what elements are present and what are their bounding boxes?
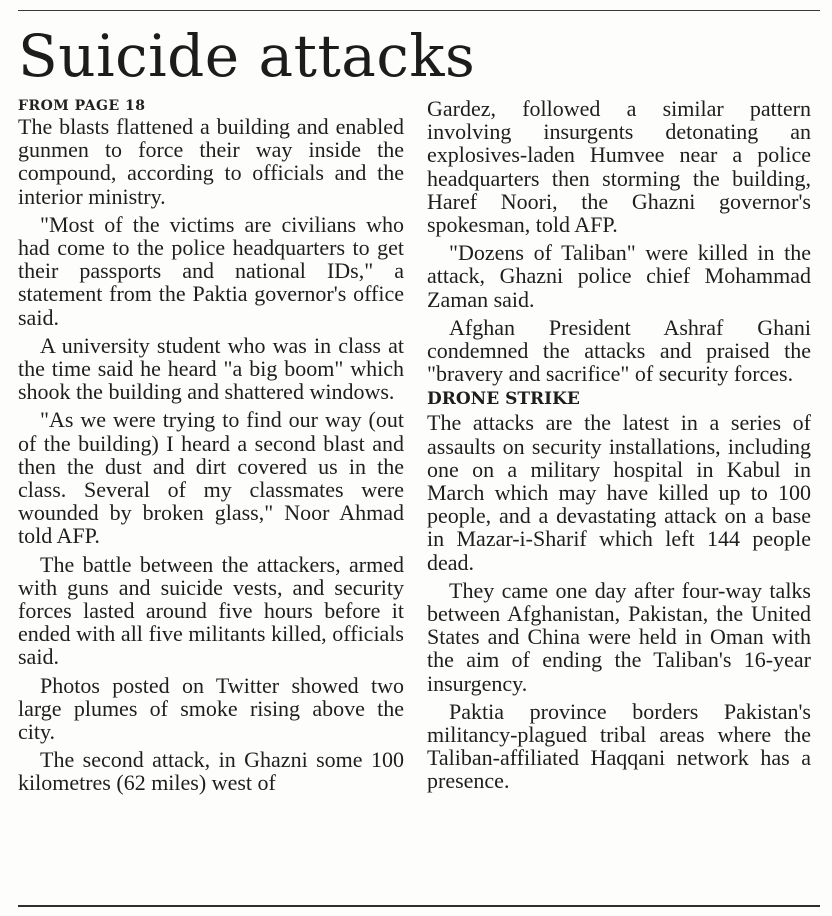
- subhead: DRONE STRIKE: [427, 389, 580, 410]
- paragraph: Paktia province borders Pakistan's militancy-plagued tribal areas where the Taliban-affiliated Haqqani network has a presence.: [427, 698, 811, 794]
- paragraph: "As we were trying to find our way (out of the building) I heard a second blast and then the dust and dirt covered us in the class. Several of my classmates were wounded by broken glass," Noor Ahmad told AFP.: [18, 407, 404, 549]
- left-column: [18, 97, 404, 795]
- paragraph: The battle between the attackers, armed with guns and suicide vests, and security forces lasted around five hours before it ended with all five militants killed, officials said.: [18, 551, 404, 670]
- paragraph: The second attack, in Ghazni some 100 kilometres (62 miles) west of: [18, 747, 404, 796]
- kicker: FROM PAGE 18: [18, 98, 146, 114]
- right-column: [427, 97, 811, 793]
- paragraph: "Dozens of Taliban" were killed in the attack, Ghazni police chief Mohammad Zaman said.: [427, 240, 811, 312]
- paragraph: "Most of the victims are civilians who had come to the police headquarters to get their passports and national IDs," a statement from the Paktia governor's office said.: [18, 211, 404, 330]
- paragraph: A university student who was in class at the time said he heard "a big boom" which shook the building and shattered windows.: [18, 332, 404, 405]
- paragraph: The attacks are the latest in a series of assaults on security installations, including one on a military hospital in Kabul in March which may have killed up to 100 people, and a devastating attack on a base in Mazar-i-Sharif which left 144 people dead.: [427, 410, 811, 575]
- bottom-rule: [18, 905, 820, 907]
- top-rule: [18, 10, 820, 11]
- paragraph: They came one day after four-way talks between Afghanistan, Pakistan, the United States and China were held in Oman with the aim of ending the Taliban's 16-year insurgency.: [427, 577, 811, 696]
- paragraph: Photos posted on Twitter showed two large plumes of smoke rising above the city.: [18, 672, 404, 745]
- paragraph: Afghan President Ashraf Ghani condemned the attacks and praised the "bravery and sacrifice" of security forces.: [427, 314, 811, 387]
- paragraph: The blasts flattened a building and enabled gunmen to force their way inside the compound, according to officials and the interior ministry.: [18, 114, 404, 209]
- paragraph: Gardez, followed a similar pattern involving insurgents detonating an explosives-laden Humvee near a police headquarters then storming the building, Haref Noori, the Ghazni governor's spokesman, told AFP.: [427, 96, 811, 238]
- headline: Suicide attacks: [18, 22, 476, 90]
